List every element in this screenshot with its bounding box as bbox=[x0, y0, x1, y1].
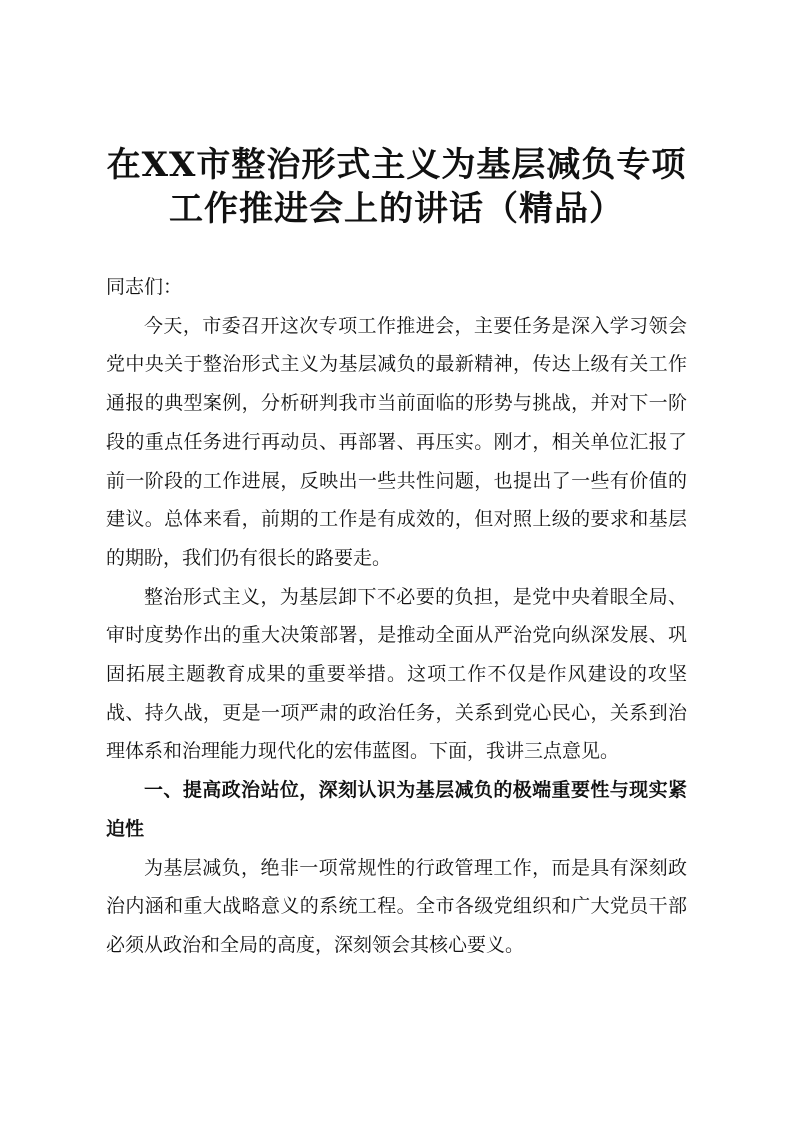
section-heading: 一、提高政治站位，深刻认识为基层减负的极端重要性与现实紧迫性 bbox=[106, 779, 687, 840]
body-paragraph-2: 整治形式主义，为基层卸下不必要的负担，是党中央着眼全局、审时度势作出的重大决策部署，是推动全面从严治党向纵深发展、巩固拓展主题教育成果的重要举措。这项工作不仅是作风建设的攻坚战、持久战，更是一项严肃的政治任务，关系到党心民心，关系到治理体系和治理能力现代化的宏伟蓝图。下面，我讲三点意见。 bbox=[106, 585, 687, 763]
document-title bbox=[60, 143, 733, 231]
body-paragraph-1: 今天，市委召开这次专项工作推进会，主要任务是深入学习领会党中央关于整治形式主义为基层减负的最新精神，传达上级有关工作通报的典型案例，分析研判我市当前面临的形势与挑战，并对下一阶段的重点任务进行再动员、再部署、再压实。刚才，相关单位汇报了前一阶段的工作进展，反映出一些共性问题，也提出了一些有价值的建议。总体来看，前期的工作是有成效的，但对照上级的要求和基层的期盼，我们仍有很长的路要走。 bbox=[106, 314, 687, 569]
salutation: 同志们： bbox=[106, 276, 183, 298]
title-line-1: 在XX市整治形式主义为基层减负专项 bbox=[106, 145, 687, 185]
title-line-2: 工作推进会上的讲话（精品） bbox=[169, 189, 624, 229]
document-body bbox=[106, 268, 687, 965]
section-paragraph: 为基层减负，绝非一项常规性的行政管理工作，而是具有深刻政治内涵和重大战略意义的系统工程。全市各级党组织和广大党员干部必须从政治和全局的高度，深刻领会其核心要义。 bbox=[106, 856, 687, 956]
